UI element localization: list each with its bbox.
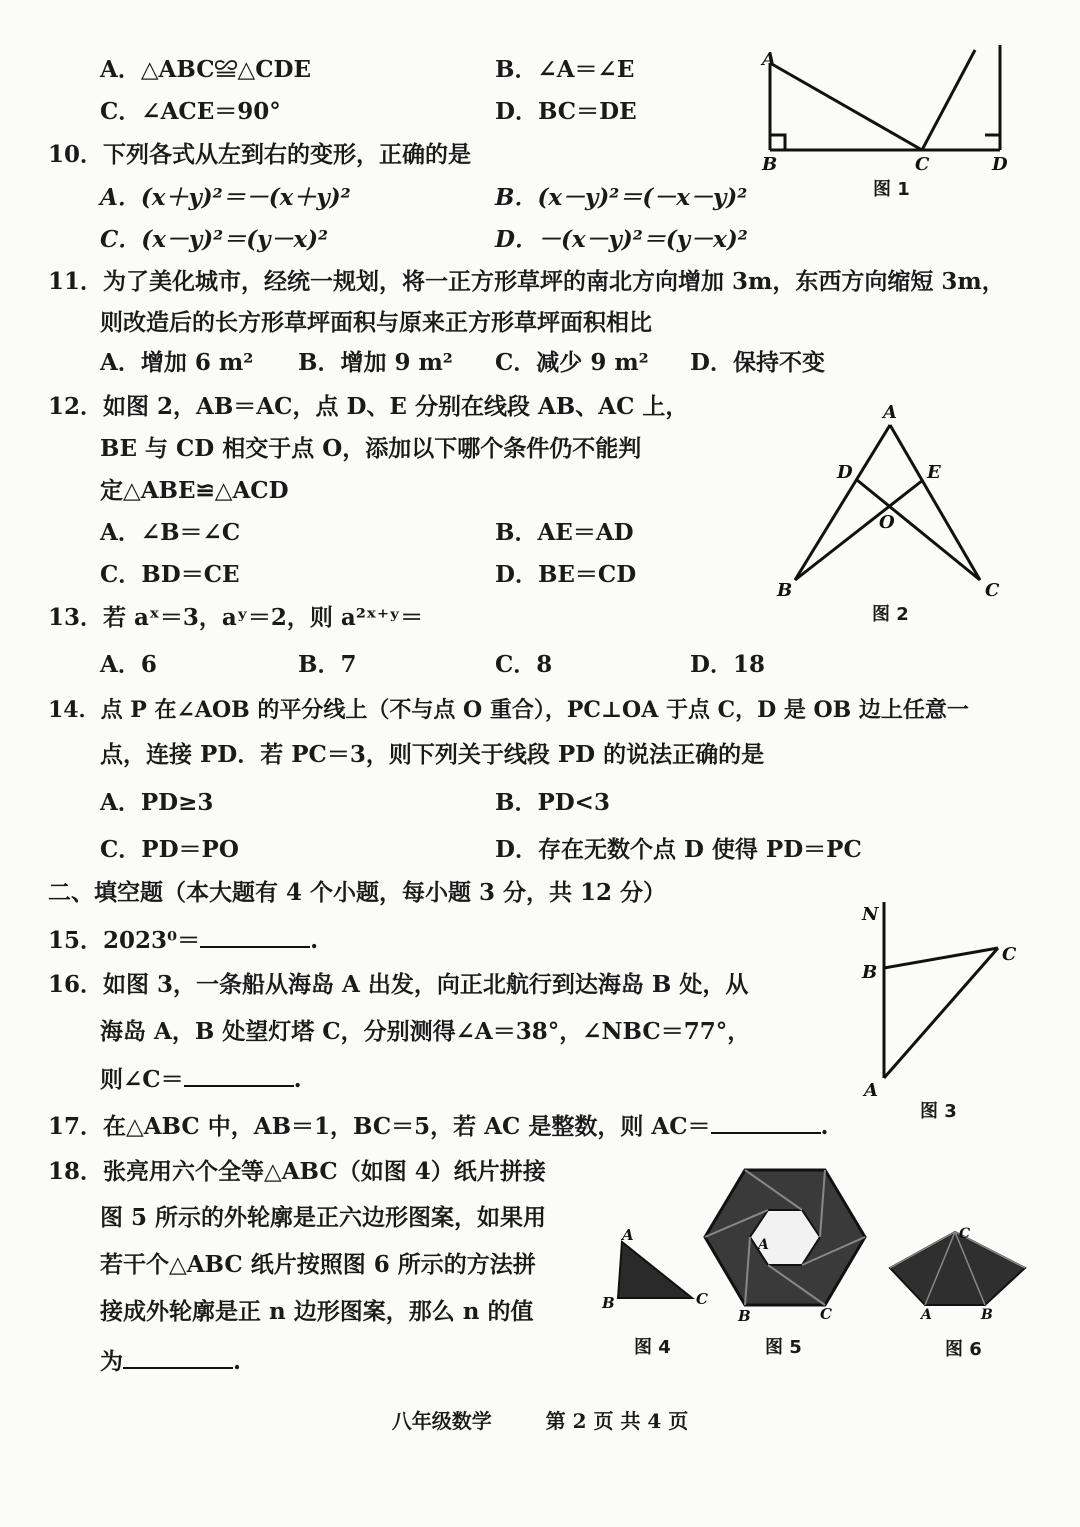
fig2-label-a: A bbox=[883, 402, 897, 423]
fig3-label-b: B bbox=[862, 962, 878, 983]
fig1-label-b: B bbox=[762, 154, 778, 175]
fig6-label-c: C bbox=[959, 1226, 971, 1242]
q10-option-d: D．－(x－y)²＝(y－x)² bbox=[495, 226, 748, 253]
fig2-label-o: O bbox=[879, 512, 895, 533]
page-footer bbox=[0, 1405, 1080, 1434]
q14-stem-line1: 14．点 P 在∠AOB 的平分线上（不与点 O 重合），PC⊥OA 于点 C，D 是 OB 边上任意一 bbox=[48, 697, 969, 723]
q16-line3 bbox=[100, 1063, 302, 1095]
q16-stem-line1: 16．如图 3，一条船从海岛 A 出发，向正北航行到达海岛 B 处，从 bbox=[48, 971, 749, 998]
q15-end: . bbox=[310, 927, 319, 954]
q11-option-b: B．增加 9 m² bbox=[298, 349, 453, 376]
q12-stem-line1: 12．如图 2，AB＝AC，点 D、E 分别在线段 AB、AC 上， bbox=[48, 393, 689, 420]
q15-stem: 15．2023⁰＝ bbox=[48, 927, 201, 954]
q16-stem-line2: 海岛 A，B 处望灯塔 C，分别测得∠A＝38°，∠NBC＝77°， bbox=[100, 1018, 751, 1045]
q16-answer-blank[interactable] bbox=[184, 1063, 294, 1087]
fig1-caption: 图 1 bbox=[873, 179, 910, 200]
fig2-label-d: D bbox=[837, 462, 853, 483]
fig2-label-e: E bbox=[927, 462, 941, 483]
q18-stem-line3: 若干个△ABC 纸片按照图 6 所示的方法拼 bbox=[100, 1251, 536, 1278]
q9-option-b: B．∠A＝∠E bbox=[495, 56, 635, 83]
q14-stem-line2: 点，连接 PD．若 PC＝3，则下列关于线段 PD 的说法正确的是 bbox=[100, 741, 765, 768]
figure-3 bbox=[860, 900, 1030, 1100]
q9-option-c: C．∠ACE＝90° bbox=[100, 98, 281, 125]
fig1-label-a: A bbox=[762, 49, 776, 70]
q18-end: . bbox=[233, 1348, 242, 1375]
q12-stem-line2: BE 与 CD 相交于点 O，添加以下哪个条件仍不能判 bbox=[100, 435, 642, 462]
figure-5 bbox=[700, 1165, 870, 1325]
fig3-label-n: N bbox=[862, 904, 879, 925]
q13-option-c: C．8 bbox=[495, 651, 553, 678]
q9-option-d: D．BC＝DE bbox=[495, 98, 637, 125]
q11-option-a: A．增加 6 m² bbox=[100, 349, 254, 376]
fig6-label-a: A bbox=[921, 1307, 932, 1323]
q13-option-a: A．6 bbox=[100, 651, 157, 678]
q14-option-c: C．PD＝PO bbox=[100, 836, 239, 863]
figure-4 bbox=[600, 1226, 715, 1312]
q14-option-b: B．PD<3 bbox=[495, 789, 610, 816]
q10-option-b: B．(x－y)²＝(－x－y)² bbox=[495, 184, 748, 211]
q18-stem-line1: 18．张亮用六个全等△ABC（如图 4）纸片拼接 bbox=[48, 1158, 546, 1185]
q11-option-c: C．减少 9 m² bbox=[495, 349, 649, 376]
fig6-caption: 图 6 bbox=[945, 1339, 982, 1360]
q12-option-d: D．BE＝CD bbox=[495, 561, 637, 588]
q10-option-a: A．(x＋y)²＝－(x＋y)² bbox=[100, 184, 351, 211]
q14-option-a: A．PD≥3 bbox=[100, 789, 214, 816]
q10-stem: 10．下列各式从左到右的变形，正确的是 bbox=[48, 141, 472, 168]
q14-option-d: D．存在无数个点 D 使得 PD＝PC bbox=[495, 836, 862, 863]
figure-2 bbox=[775, 400, 1015, 600]
q11-stem-line1: 11．为了美化城市，经统一规划，将一正方形草坪的南北方向增加 3m，东西方向缩短 3m， bbox=[48, 268, 1005, 295]
q11-stem-line2: 则改造后的长方形草坪面积与原来正方形草坪面积相比 bbox=[100, 309, 652, 336]
q12-option-b: B．AE＝AD bbox=[495, 519, 634, 546]
q12-option-a: A．∠B＝∠C bbox=[100, 519, 241, 546]
section-2-heading: 二、填空题（本大题有 4 个小题，每小题 3 分，共 12 分） bbox=[48, 879, 667, 906]
fig3-label-a: A bbox=[864, 1080, 878, 1101]
fig1-label-c: C bbox=[915, 154, 930, 175]
q17-line bbox=[48, 1110, 829, 1142]
fig5-caption: 图 5 bbox=[765, 1337, 802, 1358]
figure-6 bbox=[885, 1220, 1035, 1323]
q17-answer-blank[interactable] bbox=[711, 1110, 821, 1134]
fig5-label-a: A bbox=[758, 1237, 769, 1253]
q12-stem-line3: 定△ABE≌△ACD bbox=[100, 477, 289, 504]
fig4-caption: 图 4 bbox=[634, 1337, 671, 1358]
q10-option-c: C．(x－y)²＝(y－x)² bbox=[100, 226, 329, 253]
q16-stem-line3: 则∠C＝ bbox=[100, 1066, 184, 1093]
q12-option-c: C．BD＝CE bbox=[100, 561, 240, 588]
q9-option-a: A．△ABC≌△CDE bbox=[100, 56, 312, 83]
q13-option-b: B．7 bbox=[298, 651, 357, 678]
q17-stem: 17．在△ABC 中，AB＝1，BC＝5，若 AC 是整数，则 AC＝ bbox=[48, 1113, 711, 1140]
q11-option-d: D．保持不变 bbox=[690, 349, 825, 376]
q18-answer-blank[interactable] bbox=[123, 1345, 233, 1369]
q16-end: . bbox=[293, 1066, 302, 1093]
q18-stem-line5: 为 bbox=[100, 1348, 123, 1375]
q18-stem-line2: 图 5 所示的外轮廓是正六边形图案，如果用 bbox=[100, 1204, 547, 1231]
fig5-label-c: C bbox=[820, 1305, 832, 1323]
q18-line5 bbox=[100, 1345, 241, 1377]
fig2-label-b: B bbox=[777, 580, 793, 601]
fig2-caption: 图 2 bbox=[872, 604, 909, 625]
q15-line bbox=[48, 924, 318, 956]
fig3-label-c: C bbox=[1002, 944, 1017, 965]
fig1-label-d: D bbox=[992, 154, 1008, 175]
q15-answer-blank[interactable] bbox=[200, 924, 310, 948]
fig5-label-b: B bbox=[738, 1307, 751, 1325]
fig4-label-b: B bbox=[602, 1294, 615, 1312]
footer-page-number: 第 2 页 共 4 页 bbox=[545, 1409, 689, 1433]
fig4-label-c: C bbox=[696, 1290, 708, 1308]
q17-end: . bbox=[820, 1113, 829, 1140]
q13-stem: 13．若 aˣ＝3，aʸ＝2，则 a²ˣ⁺ʸ＝ bbox=[48, 604, 424, 631]
q18-stem-line4: 接成外轮廓是正 n 边形图案，那么 n 的值 bbox=[100, 1298, 534, 1325]
footer-subject: 八年级数学 bbox=[391, 1409, 492, 1433]
fig4-label-a: A bbox=[622, 1226, 634, 1244]
fig6-label-b: B bbox=[981, 1307, 993, 1323]
fig2-label-c: C bbox=[985, 580, 1000, 601]
fig3-caption: 图 3 bbox=[920, 1101, 957, 1122]
q13-option-d: D．18 bbox=[690, 651, 765, 678]
